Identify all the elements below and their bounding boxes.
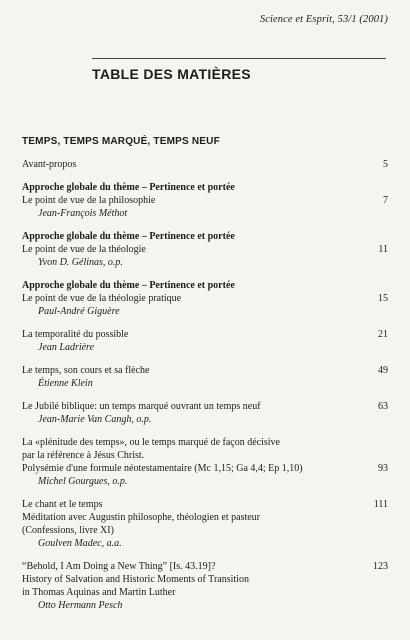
toc-entry <box>22 279 388 318</box>
toc-entry-page-number: 111 <box>373 499 388 510</box>
toc-entry-title-line: Le Jubilé biblique: un temps marqué ouvrant un temps neuf <box>22 401 261 412</box>
toc-entry-heading: Approche globale du thème – Pertinence et portée <box>22 231 235 242</box>
toc-entry-heading: Approche globale du thème – Pertinence et portée <box>22 280 235 291</box>
journal-citation: Science et Esprit, 53/1 (2001) <box>259 14 388 25</box>
toc-entry-title-line: La temporalité du possible <box>22 329 129 340</box>
toc-entry-title-line: Le chant et le temps <box>22 499 103 510</box>
toc-entry-list <box>22 158 388 622</box>
toc-entry-page-number: 15 <box>378 293 388 304</box>
toc-entry-author: Étienne Klein <box>38 378 93 389</box>
toc-entry <box>22 328 388 354</box>
toc-entry-title-line: Le point de vue de la théologie pratique <box>22 293 182 304</box>
title-rule <box>92 58 386 59</box>
toc-entry <box>22 400 388 426</box>
toc-entry-author: Jean Ladrière <box>38 342 95 353</box>
toc-entry-author: Otto Hermann Pesch <box>38 600 123 611</box>
toc-entry-title-line: Avant-propos <box>22 159 77 170</box>
toc-entry-page-number: 5 <box>383 159 388 170</box>
page-title: TABLE DES MATIÈRES <box>92 66 251 82</box>
toc-entry-author: Jean-François Méthot <box>38 208 128 219</box>
toc-entry <box>22 498 388 550</box>
toc-entry-author: Jean-Marie Van Cangh, o.p. <box>38 414 152 425</box>
toc-entry-title-line: Polysémie d'une formule néotestamentaire (Mc 1,15; Ga 4,4; Ep 1,10) <box>22 463 303 474</box>
toc-entry-page-number: 21 <box>378 329 388 340</box>
toc-entry-title-line: “Behold, I Am Doing a New Thing” [Is. 43.19]? <box>22 561 216 572</box>
toc-entry-title-line: Le temps, son cours et sa flèche <box>22 365 150 376</box>
section-title: TEMPS, TEMPS MARQUÉ, TEMPS NEUF <box>22 136 220 147</box>
toc-entry <box>22 436 388 488</box>
toc-entry <box>22 181 388 220</box>
toc-entry-title-line: La «plénitude des temps», ou le temps marqué de façon décisive <box>22 437 280 448</box>
toc-entry-title-line: Le point de vue de la théologie <box>22 244 146 255</box>
toc-entry-title-line: in Thomas Aquinas and Martin Luther <box>22 587 176 598</box>
toc-entry-page-number: 49 <box>378 365 388 376</box>
toc-entry-author: Yvon D. Gélinas, o.p. <box>38 257 123 268</box>
toc-entry-author: Goulven Madec, a.a. <box>38 538 122 549</box>
toc-entry <box>22 230 388 269</box>
toc-entry-title-line: (Confessions, livre XI) <box>22 525 114 536</box>
toc-entry-title-line: Le point de vue de la philosophie <box>22 195 156 206</box>
toc-entry-author: Paul-André Giguère <box>38 306 120 317</box>
toc-entry <box>22 158 388 171</box>
toc-entry-page-number: 11 <box>378 244 388 255</box>
toc-entry <box>22 364 388 390</box>
toc-entry-page-number: 123 <box>373 561 388 572</box>
toc-entry <box>22 560 388 612</box>
toc-entry-title-line: Méditation avec Augustin philosophe, théologien et pasteur <box>22 512 261 523</box>
toc-entry-heading: Approche globale du thème – Pertinence et portée <box>22 182 235 193</box>
toc-entry-page-number: 93 <box>378 463 388 474</box>
toc-entry-page-number: 7 <box>383 195 388 206</box>
toc-entry-title-line: par la référence à Jésus Christ. <box>22 450 145 461</box>
toc-entry-title-line: History of Salvation and Historic Moments of Transition <box>22 574 249 585</box>
toc-entry-page-number: 63 <box>378 401 388 412</box>
toc-entry-author: Michel Gourgues, o.p. <box>38 476 128 487</box>
